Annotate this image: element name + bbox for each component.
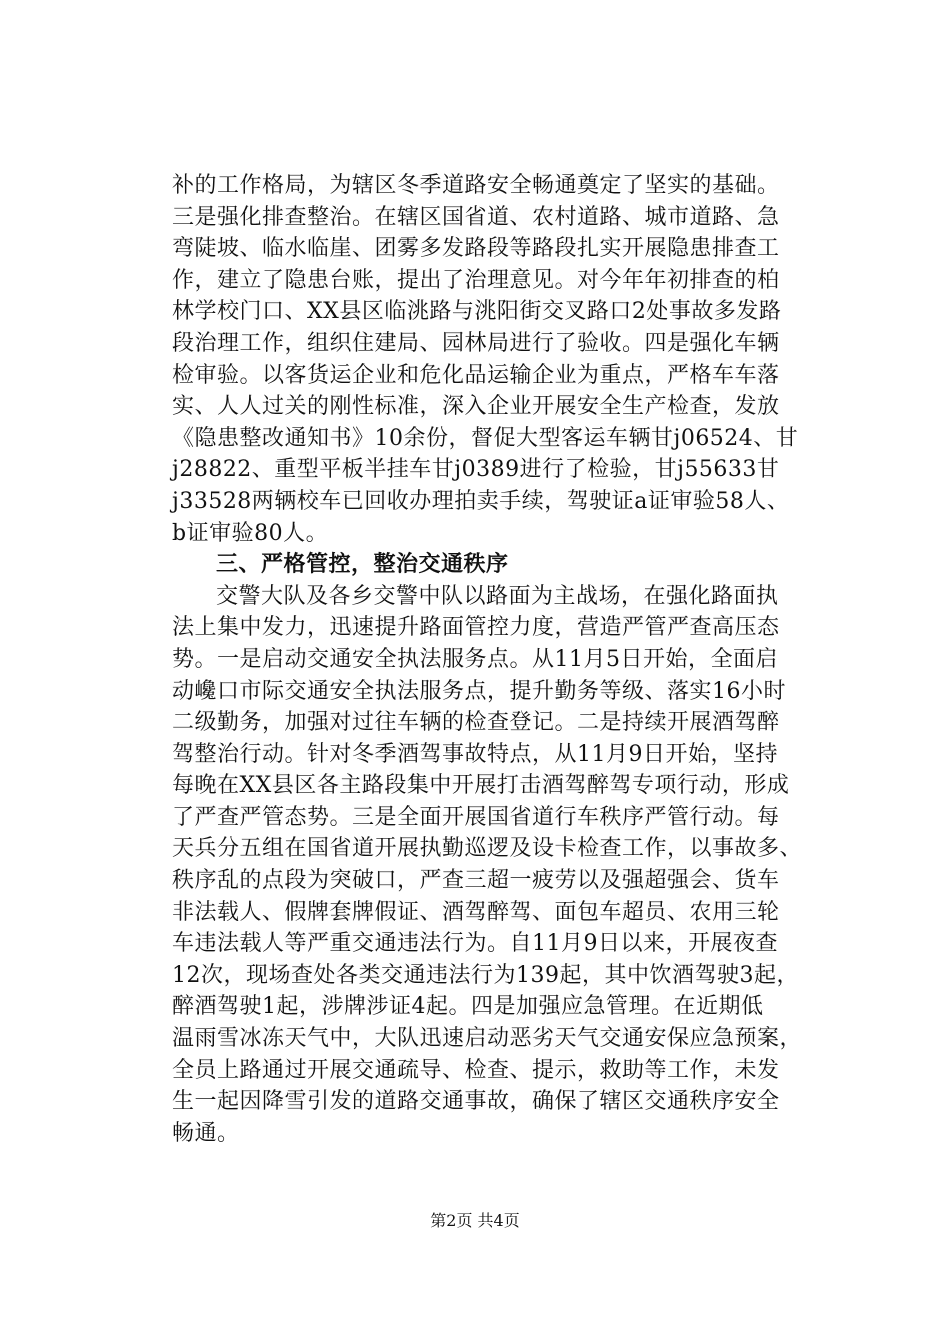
text-line: 车违法载人等严重交通违法行为。自11月9日以来，开展夜查 — [172, 931, 778, 957]
text-line: 检审验。以客货运企业和危化品运输企业为重点，严格车车落 — [172, 362, 780, 388]
text-line: b证审验80人。 — [172, 520, 329, 546]
text-line: 畅通。 — [172, 1120, 240, 1146]
text-line: j33528两辆校车已回收办理拍卖手续，驾驶证a证审验58人、 — [172, 488, 790, 514]
text-line: 温雨雪冰冻天气中，大队迅速启动恶劣天气交通安保应急预案， — [172, 1026, 803, 1052]
text-line: 全员上路通过开展交通疏导、检查、提示，救助等工作，未发 — [172, 1057, 780, 1083]
text-line: 生一起因降雪引发的道路交通事故，确保了辖区交通秩序安全 — [172, 1089, 780, 1115]
text-line: 二级勤务，加强对过往车辆的检查登记。二是持续开展酒驾醉 — [172, 710, 780, 736]
text-line: 作，建立了隐患台账，提出了治理意见。对今年年初排查的柏 — [172, 267, 780, 293]
text-line: 天兵分五组在国省道开展执勤巡逻及设卡检查工作，以事故多、 — [172, 836, 803, 862]
text-line: 12次，现场查处各类交通违法行为139起，其中饮酒驾驶3起， — [172, 962, 799, 988]
text-line: 林学校门口、XX县区临洮路与洮阳街交叉路口2处事故多发路 — [172, 299, 782, 325]
text-line: 每晚在XX县区各主路段集中开展打击酒驾醉驾专项行动，形成 — [172, 773, 790, 799]
text-line: 弯陡坡、临水临崖、团雾多发路段等路段扎实开展隐患排查工 — [172, 236, 780, 262]
text-line: 补的工作格局，为辖区冬季道路安全畅通奠定了坚实的基础。 — [172, 173, 780, 198]
text-line: 了严查严管态势。三是全面开展国省道行车秩序严管行动。每 — [172, 804, 780, 830]
text-line: 实、人人过关的刚性标准，深入企业开展安全生产检查，发放 — [172, 394, 780, 420]
text-line: 交警大队及各乡交警中队以路面为主战场，在强化路面执 — [216, 583, 779, 609]
text-line: 驾整治行动。针对冬季酒驾事故特点，从11月9日开始，坚持 — [172, 741, 778, 767]
text-line: 动巉口市际交通安全执法服务点，提升勤务等级、落实16小时 — [172, 678, 786, 704]
text-line: 势。一是启动交通安全执法服务点。从11月5日开始，全面启 — [172, 646, 778, 672]
text-line: 秩序乱的点段为突破口，严查三超一疲劳以及强超强会、货车 — [172, 868, 780, 894]
text-line: 非法载人、假牌套牌假证、酒驾醉驾、面包车超员、农用三轮 — [172, 899, 780, 925]
document-body — [172, 170, 852, 1149]
section-heading: 三、严格管控，整治交通秩序 — [216, 552, 509, 578]
text-line: j28822、重型平板半挂车甘j0389进行了检验，甘j55633甘 — [172, 457, 780, 483]
text-line: 《隐患整改通知书》10余份，督促大型客运车辆甘j06524、甘 — [172, 425, 799, 451]
text-line: 三是强化排查整治。在辖区国省道、农村道路、城市道路、急 — [172, 204, 780, 230]
page-number-footer: 第2页 共4页 — [430, 1211, 520, 1230]
text-line: 法上集中发力，迅速提升路面管控力度，营造严管严查高压态 — [172, 615, 780, 641]
text-line: 醉酒驾驶1起，涉牌涉证4起。四是加强应急管理。在近期低 — [172, 994, 764, 1020]
text-line: 段治理工作，组织住建局、园林局进行了验收。四是强化车辆 — [172, 330, 780, 356]
